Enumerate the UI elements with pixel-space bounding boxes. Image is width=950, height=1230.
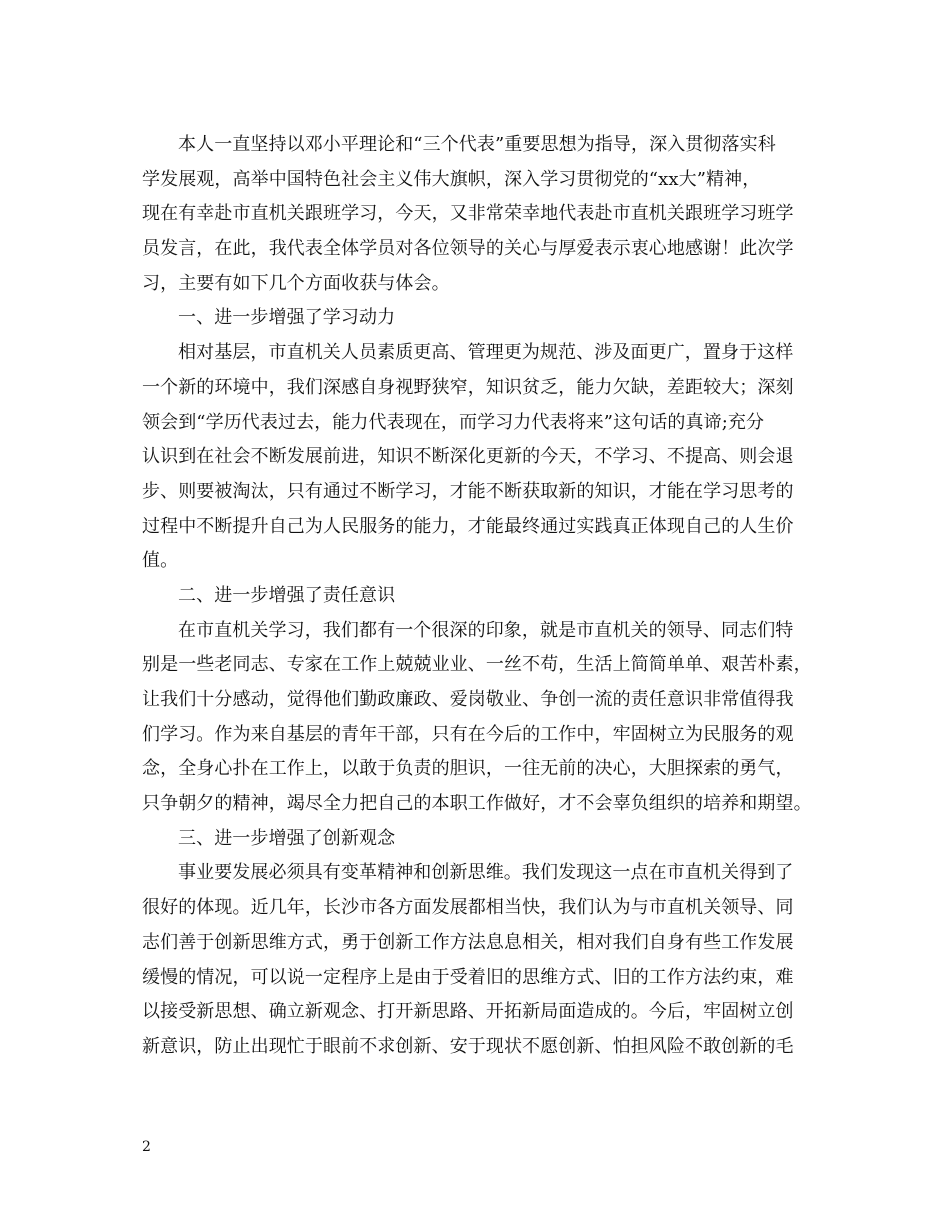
paragraph-line: 在市直机关学习，我们都有一个很深的印象，就是市直机关的领导、同志们特	[178, 619, 794, 641]
paragraph-line: 本人一直坚持以邓小平理论和“三个代表”重要思想为指导，深入贯彻落实科	[178, 134, 776, 155]
paragraph-line: 只争朝夕的精神，竭尽全力把自己的本职工作做好，才不会辜负组织的培养和期望。	[142, 793, 812, 815]
section-heading-3: 三、进一步增强了创新观念	[178, 827, 396, 849]
section-heading-1: 一、进一步增强了学习动力	[178, 307, 396, 329]
paragraph-line: 现在有幸赴市直机关跟班学习，今天，又非常荣幸地代表赴市直机关跟班学习班学	[142, 203, 794, 225]
paragraph-line: 员发言，在此，我代表全体学员对各位领导的关心与厚爱表示衷心地感谢！此次学	[142, 238, 794, 260]
paragraph-line: 步、则要被淘汰，只有通过不断学习，才能不断获取新的知识，才能在学习思考的	[142, 480, 794, 502]
paragraph-line: 很好的体现。近几年，长沙市各方面发展都相当快，我们认为与市直机关领导、同	[142, 897, 794, 919]
document-body	[142, 128, 818, 1065]
paragraph-line: 念，全身心扑在工作上，以敢于负责的胆识，一往无前的决心，大胆探索的勇气，	[142, 758, 794, 780]
paragraph-line: 学发展观，高举中国特色社会主义伟大旗帜，深入学习贯彻党的“xx大”精神，	[142, 168, 761, 190]
paragraph-line: 事业要发展必须具有变革精神和创新思维。我们发现这一点在市直机关得到了	[178, 862, 794, 884]
paragraph-line: 习，主要有如下几个方面收获与体会。	[142, 272, 450, 294]
paragraph-line: 以接受新思想、确立新观念、打开新思路、开拓新局面造成的。今后，牢固树立创	[142, 1001, 794, 1023]
page-number: 2	[142, 1139, 151, 1155]
paragraph-line: 新意识，防止出现忙于眼前不求创新、安于现状不愿创新、怕担风险不敢创新的毛	[142, 1035, 794, 1057]
paragraph-line: 值。	[142, 550, 179, 572]
paragraph-line: 们学习。作为来自基层的青年干部，只有在今后的工作中，牢固树立为民服务的观	[142, 723, 794, 745]
paragraph-line: 过程中不断提升自己为人民服务的能力，才能最终通过实践真正体现自己的人生价	[142, 515, 794, 537]
paragraph-line: 让我们十分感动，觉得他们勤政廉政、爱岗敬业、争创一流的责任意识非常值得我	[142, 689, 794, 710]
paragraph-line: 志们善于创新思维方式，勇于创新工作方法息息相关，相对我们自身有些工作发展	[142, 931, 794, 953]
section-heading-2: 二、进一步增强了责任意识	[178, 584, 396, 606]
paragraph-line: 领会到“学历代表过去，能力代表现在，而学习力代表将来”这句话的真谛;充分	[142, 411, 765, 433]
paragraph-line: 相对基层，市直机关人员素质更高、管理更为规范、涉及面更广，置身于这样	[178, 342, 794, 364]
paragraph-line: 缓慢的情况，可以说一定程序上是由于受着旧的思维方式、旧的工作方法约束，难	[142, 966, 794, 988]
paragraph-line: 别是一些老同志、专家在工作上兢兢业业、一丝不苟，生活上简简单单、艰苦朴素，	[142, 654, 812, 676]
paragraph-line: 认识到在社会不断发展前进，知识不断深化更新的今天，不学习、不提高、则会退	[142, 446, 794, 468]
paragraph-line: 一个新的环境中，我们深感自身视野狭窄，知识贫乏，能力欠缺，差距较大；深刻	[142, 376, 794, 398]
